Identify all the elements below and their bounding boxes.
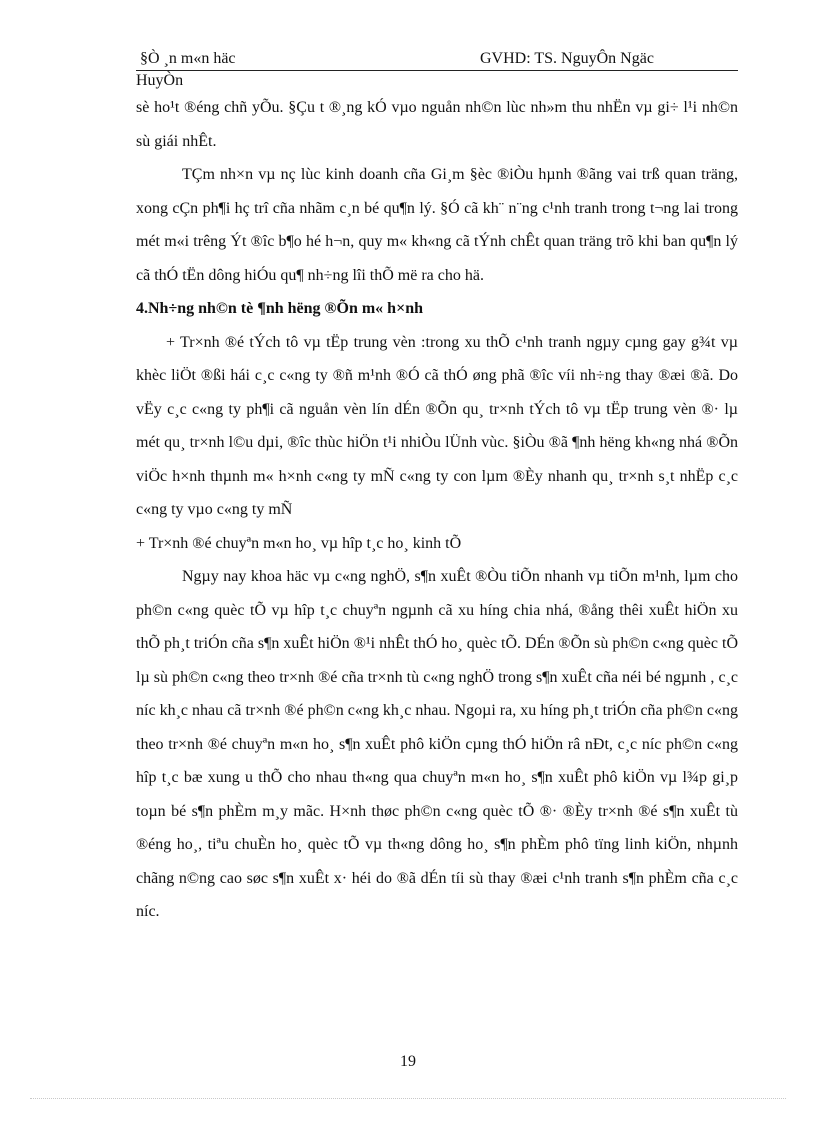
- paragraph-4: + Tr×nh ®é chuyªn m«n ho¸ vµ hîp t¸c ho¸ kinh tÕ: [136, 534, 462, 552]
- page-header: [132, 50, 738, 70]
- footer-divider: [30, 1098, 786, 1099]
- paragraph-2: TÇm nh×n vµ nç lùc kinh doanh cña Gi¸m §èc ®iÒu hµnh ®ãng vai trß quan träng, xong cÇn ph¶i hç trî cña nhãm c¸n bé qu¶n lý. §Ó cã kh¨ n¨ng c¹nh tranh trong t¬ng lai trong mét m«i trêng Ýt ®îc b¶o hé h¬n, quy m« kh«ng cã tÝnh chÊt quan träng trõ khi ban qu¶n lý cã thÓ tËn dông hiÓu qu¶ nh÷ng lîi thÕ më ra cho hä.: [136, 166, 738, 284]
- paragraph-1: sè ho¹t ®éng chñ yÕu. §Çu t ®¸ng kÓ vµo nguån nh©n lùc nh»m thu nhËn vµ gi÷ l¹i nh©n sù giái nhÊt.: [136, 99, 738, 150]
- header-right-text: GVHD: TS. NguyÔn Ngäc: [480, 50, 654, 67]
- header-divider: [136, 70, 738, 71]
- header-left-text: §Ò ¸n m«n häc: [140, 50, 236, 67]
- body-text: [136, 91, 738, 929]
- header-continuation-text: HuyÒn: [136, 72, 184, 89]
- section-heading: 4.Nh÷ng nh©n tè ¶nh hëng ®Õn m« h×nh: [136, 300, 423, 317]
- page-number: 19: [400, 1053, 416, 1070]
- paragraph-3: + Tr×nh ®é tÝch tô vµ tËp trung vèn :trong xu thÕ c¹nh tranh ngµy cµng gay g¾t vµ khèc liÖt ®ßi hái c¸c c«ng ty ®ñ m¹nh ®Ó cã thÓ øng phã ®îc víi nh÷ng thay ®æi ®ã. Do vËy c¸c c«ng ty ph¶i cã nguån vèn lín dÉn ®Õn qu¸ tr×nh tÝch tô vµ tËp trung vèn ®· lµ mét qu¸ tr×nh l©u dµi, ®îc thùc hiÖn t¹i nhiÒu lÜnh vùc. §iÒu ®ã ¶nh hëng kh«ng nhá ®Õn viÖc h×nh thµnh m« h×nh c«ng ty mÑ c«ng ty con lµm ®Èy nhanh qu¸ tr×nh s¸t nhËp c¸c c«ng ty vµo c«ng ty mÑ: [136, 333, 738, 518]
- paragraph-5: Ngµy nay khoa häc vµ c«ng nghÖ, s¶n xuÊt ®Òu tiÕn nhanh vµ tiÕn m¹nh, lµm cho ph©n c«ng quèc tÕ vµ hîp t¸c chuyªn ngµnh cã xu híng chia nhá, ®ång thêi xuÊt hiÖn xu thÕ ph¸t triÓn cña s¶n xuÊt hiÖn ®¹i nhÊt thÓ ho¸ quèc tÕ. DÉn ®Õn sù ph©n c«ng quèc tÕ lµ sù ph©n c«ng theo tr×nh ®é cña tr×nh tù c«ng nghÖ trong s¶n xuÊt cña néi bé ngµnh , c¸c níc kh¸c nhau cã tr×nh ®é ph©n c«ng kh¸c nhau. Ngoµi ra, xu híng ph¸t triÓn cña ph©n c«ng theo tr×nh ®é chuyªn m«n ho¸ s¶n xuÊt phô kiÖn cµng thÓ hiÖn râ nÐt, c¸c níc ph©n c«ng hîp t¸c bæ xung u thÕ cho nhau th«ng qua chuyªn m«n ho¸ s¶n xuÊt phô kiÖn vµ l¾p gi¸p toµn bé s¶n phÈm m¸y mãc. H×nh thøc ph©n c«ng quèc tÕ ®· ®Èy tr×nh ®é s¶n xuÊt tù ®éng ho¸, tiªu chuÈn ho¸ quèc tÕ vµ th«ng dông ho¸ s¶n phÈm phô tïng linh kiÖn, nhµnh chãng n©ng cao søc s¶n xuÊt x· héi do ®ã dÉn tíi sù thay ®æi c¹nh tranh s¶n phÈm cña c¸c níc.: [136, 568, 738, 920]
